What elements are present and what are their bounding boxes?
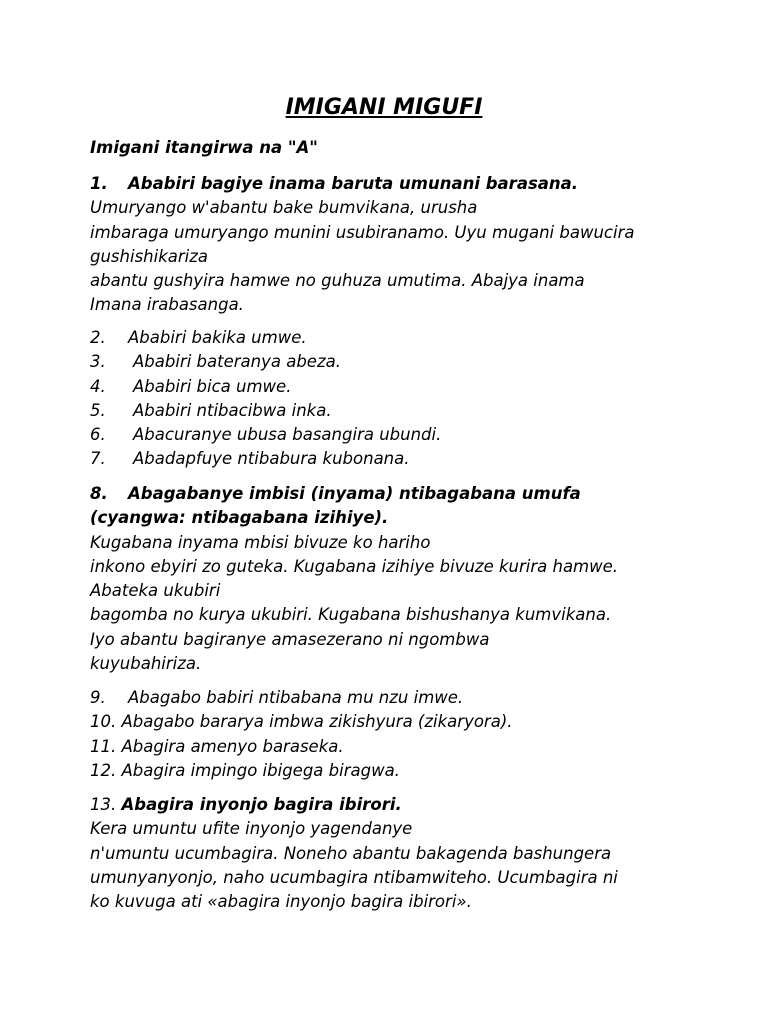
proverb-1-body-line: Imana irabasanga. (90, 295, 244, 315)
list-item: 11. Abagira amenyo baraseka. (90, 736, 344, 756)
list-item: 6. Abacuranye ubusa basangira ubundi. (90, 425, 442, 445)
proverb-8-body-line: inkono ebyiri zo guteka. Kugabana izihiye bivuze kurira hamwe. (90, 556, 619, 576)
proverb-list-a (90, 326, 730, 472)
proverb-1-body-line: Umuryango w'abantu bake bumvikana, urusha (90, 198, 478, 218)
list-item: 10. Abagabo bararya imbwa zikishyura (zikaryora). (90, 712, 513, 732)
proverb-13 (90, 793, 730, 914)
proverb-1-heading: 1. Ababiri bagiye inama baruta umunani barasana. (90, 172, 730, 196)
document-title: IMIGANI MIGUFI (285, 95, 483, 120)
proverb-8-number: 8. (90, 484, 108, 503)
proverb-13-body-line: ko kuvuga ati «abagira inyonjo bagira ibirori». (90, 892, 472, 912)
proverb-8-heading: 8. Abagabanye imbisi (inyama) ntibagabana umufa (90, 482, 730, 506)
proverb-8 (90, 482, 730, 676)
list-item: 7. Abadapfuye ntibabura kubonana. (90, 449, 410, 469)
proverb-1-body-line: gushishikariza (90, 246, 209, 266)
proverb-8-body-line: Abateka ukubiri (90, 581, 221, 601)
list-item: 12. Abagira impingo ibigega biragwa. (90, 760, 400, 780)
proverb-8-body-line: Kugabana inyama mbisi bivuze ko hariho (90, 532, 431, 552)
proverb-8-body-line: Iyo abantu bagiranye amasezerano ni ngombwa (90, 629, 490, 649)
proverb-13-body-line: umunyanyonjo, naho ucumbagira ntibamwiteho. Ucumbagira ni (90, 867, 618, 887)
proverb-1-body-line: imbaraga umuryango munini usubiranamo. Uyu mugani bawucira (90, 222, 635, 242)
proverb-8-body-line: bagomba no kurya ukubiri. Kugabana bishushanya kumvikana. (90, 605, 612, 625)
list-item: 4. Ababiri bica umwe. (90, 376, 292, 396)
list-item: 5. Ababiri ntibacibwa inka. (90, 400, 332, 420)
proverb-1-body-line: abantu gushyira hamwe no guhuza umutima. Abajya inama (90, 271, 585, 291)
section-heading: Imigani itangirwa na "A" (90, 138, 318, 157)
proverb-13-body-line: Kera umuntu ufite inyonjo yagendanye (90, 819, 413, 839)
list-item: 2. Ababiri bakika umwe. (90, 328, 307, 347)
proverb-1-number: 1. (90, 174, 108, 193)
list-item: 9. Abagabo babiri ntibabana mu nzu imwe. (90, 688, 464, 707)
proverb-13-heading: 13. Abagira inyonjo bagira ibirori. (90, 795, 402, 814)
proverb-list-b (90, 686, 730, 783)
list-item: 3. Ababiri bateranya abeza. (90, 352, 341, 372)
proverb-8-heading-line2: (cyangwa: ntibagabana izihiye). (90, 508, 389, 528)
proverb-8-body-line: kuyubahiriza. (90, 654, 202, 674)
proverb-13-number: 13. (90, 795, 117, 814)
proverb-1 (90, 172, 730, 318)
proverb-13-body-line: n'umuntu ucumbagira. Noneho abantu bakagenda bashungera (90, 843, 612, 863)
